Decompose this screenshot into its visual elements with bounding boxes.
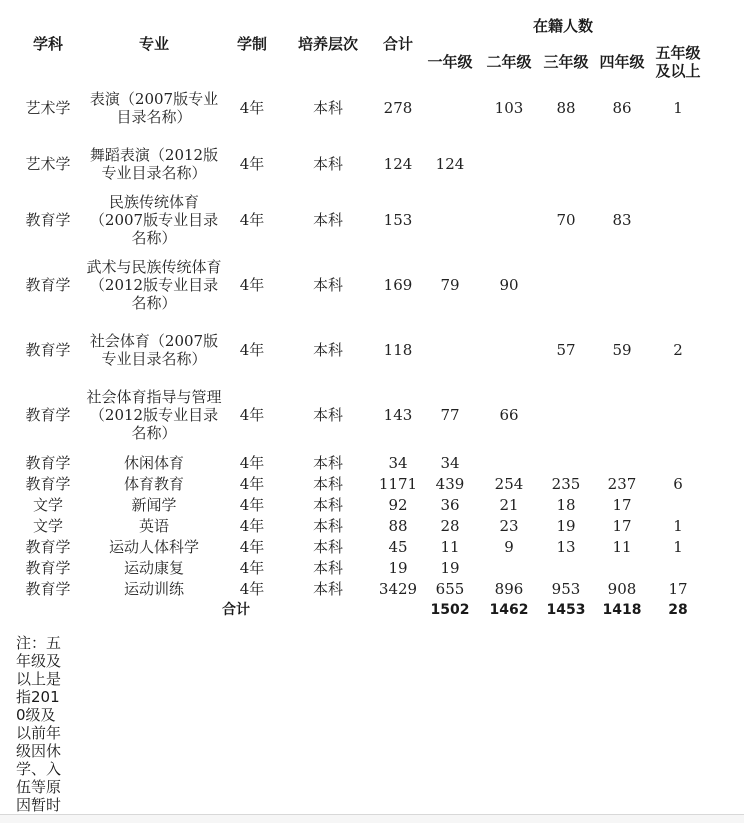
- header-grade4: 四年级: [599, 53, 645, 71]
- cell-subject: 教育学: [25, 211, 71, 229]
- cell-major: 体育教育: [123, 474, 184, 493]
- cell-level: 本科: [312, 453, 343, 472]
- cell-grade1: 11: [440, 537, 460, 556]
- cell-grade3: [538, 248, 594, 322]
- cell-level: 本科: [312, 579, 343, 598]
- cell-grade3: 88: [556, 99, 576, 117]
- cell-total: 92: [388, 495, 408, 514]
- cell-grade2: 23: [499, 516, 519, 535]
- cell-level: 本科: [312, 211, 343, 229]
- header-grade3: 三年级: [543, 53, 589, 71]
- cell-grade2: [480, 557, 538, 578]
- cell-subject: 教育学: [25, 537, 71, 556]
- header-grade5-line1: 五年级: [655, 44, 701, 62]
- cell-grade1: [420, 322, 480, 378]
- header-grade2: 二年级: [486, 53, 532, 71]
- cell-level: 本科: [312, 537, 343, 556]
- cell-major: 休闲体育: [123, 453, 184, 472]
- total-label: 合计: [222, 602, 250, 618]
- cell-major: 社会体育指导与管理（2012版专业目录名称）: [86, 388, 222, 442]
- cell-total: 143: [383, 406, 413, 424]
- cell-level: 本科: [312, 516, 343, 535]
- cell-grade2: [480, 452, 538, 473]
- cell-grade1: 124: [435, 155, 465, 173]
- cell-major: 运动训练: [123, 579, 184, 598]
- table-row: [12, 80, 706, 136]
- total-grade4: 1418: [602, 602, 642, 618]
- table-row: [12, 515, 706, 536]
- cell-grade5: 6: [673, 474, 683, 493]
- cell-subject: 文学: [32, 495, 63, 514]
- cell-grade4: 17: [612, 495, 632, 514]
- cell-grade1: 655: [435, 579, 465, 598]
- cell-grade4: 59: [612, 341, 632, 359]
- table-row: [12, 378, 706, 452]
- cell-subject: 艺术学: [25, 155, 71, 173]
- cell-major: 社会体育（2007版专业目录名称）: [89, 332, 219, 368]
- cell-grade1: [420, 80, 480, 136]
- header-duration: 学制: [236, 35, 267, 53]
- cell-major: 表演（2007版专业目录名称）: [89, 90, 219, 126]
- cell-duration: 4年: [239, 516, 265, 535]
- cell-subject: 教育学: [25, 276, 71, 294]
- cell-grade5: 1: [673, 99, 683, 117]
- cell-total: 1171: [378, 474, 418, 493]
- cell-grade5: [650, 557, 706, 578]
- cell-duration: 4年: [239, 155, 265, 173]
- cell-total: 88: [388, 516, 408, 535]
- cell-major: 民族传统体育（2007版专业目录名称）: [89, 193, 219, 247]
- cell-subject: 教育学: [25, 474, 71, 493]
- cell-subject: 文学: [32, 516, 63, 535]
- cell-major: 武术与民族传统体育（2012版专业目录名称）: [86, 258, 222, 312]
- cell-grade4: 17: [612, 516, 632, 535]
- cell-level: 本科: [312, 276, 343, 294]
- cell-duration: 4年: [239, 495, 265, 514]
- cell-level: 本科: [312, 495, 343, 514]
- cell-grade1: 77: [440, 406, 460, 424]
- cell-subject: 教育学: [25, 406, 71, 424]
- table-row: [12, 578, 706, 599]
- cell-grade1: 19: [440, 558, 460, 577]
- cell-grade3: [538, 557, 594, 578]
- table-row: [12, 557, 706, 578]
- cell-grade1: 79: [440, 276, 460, 294]
- cell-duration: 4年: [239, 558, 265, 577]
- cell-grade5: [650, 378, 706, 452]
- cell-major: 运动康复: [123, 558, 184, 577]
- enrollment-table: [12, 8, 706, 621]
- header-total: 合计: [382, 35, 413, 53]
- cell-duration: 4年: [239, 211, 265, 229]
- header-enrolled: 在籍人数: [532, 17, 593, 35]
- cell-total: 34: [388, 453, 408, 472]
- cell-grade3: 19: [556, 516, 576, 535]
- cell-major: 英语: [138, 516, 169, 535]
- table-row: [12, 322, 706, 378]
- cell-level: 本科: [312, 558, 343, 577]
- cell-grade1: [420, 192, 480, 248]
- total-grade1: 1502: [430, 602, 470, 618]
- cell-grade3: 70: [556, 211, 576, 229]
- cell-grade4: [594, 557, 650, 578]
- cell-major: 新闻学: [131, 495, 177, 514]
- cell-total: 169: [383, 276, 413, 294]
- cell-grade5: [650, 494, 706, 515]
- table-row: [12, 536, 706, 557]
- table-row: [12, 192, 706, 248]
- total-grade5: 28: [668, 602, 688, 618]
- cell-major: 运动人体科学: [108, 537, 199, 556]
- cell-total: 19: [388, 558, 408, 577]
- cell-total: 45: [388, 537, 408, 556]
- header-subject: 学科: [32, 35, 63, 53]
- cell-grade5: 17: [668, 579, 688, 598]
- table-row: [12, 248, 706, 322]
- header-level: 培养层次: [297, 35, 358, 53]
- cell-grade2: 90: [499, 276, 519, 294]
- header-grade5: [650, 44, 706, 80]
- cell-duration: 4年: [239, 341, 265, 359]
- cell-total: 3429: [378, 579, 418, 598]
- cell-grade4: 11: [612, 537, 632, 556]
- cell-grade4: 908: [607, 579, 637, 598]
- cell-duration: 4年: [239, 406, 265, 424]
- header-grade1: 一年级: [427, 53, 473, 71]
- cell-grade3: [538, 378, 594, 452]
- cell-grade4: 86: [612, 99, 632, 117]
- cell-level: 本科: [312, 406, 343, 424]
- cell-grade5: 1: [673, 537, 683, 556]
- cell-grade3: 953: [551, 579, 581, 598]
- cell-grade3: [538, 452, 594, 473]
- cell-grade2: [480, 192, 538, 248]
- cell-grade1: 439: [435, 474, 465, 493]
- cell-grade3: [538, 136, 594, 192]
- cell-duration: 4年: [239, 537, 265, 556]
- cell-subject: 教育学: [25, 453, 71, 472]
- cell-grade3: 13: [556, 537, 576, 556]
- cell-grade5: 1: [673, 516, 683, 535]
- table-row: [12, 136, 706, 192]
- table-row: [12, 494, 706, 515]
- cell-major: 舞蹈表演（2012版专业目录名称）: [89, 146, 219, 182]
- cell-grade4: [594, 378, 650, 452]
- cell-grade4: 83: [612, 211, 632, 229]
- cell-level: 本科: [312, 155, 343, 173]
- cell-grade2: 66: [499, 406, 519, 424]
- cell-grade2: 9: [504, 537, 514, 556]
- table-row: [12, 473, 706, 494]
- cell-duration: 4年: [239, 276, 265, 294]
- cell-grade1: 28: [440, 516, 460, 535]
- cell-total: 118: [383, 341, 413, 359]
- header-grade5-line2: 及以上: [655, 62, 701, 80]
- cell-subject: 教育学: [25, 579, 71, 598]
- cell-grade2: [480, 136, 538, 192]
- footnote: 注：五年级及以上是指2010级及以前年级因休学、入伍等原因暂时: [16, 634, 62, 814]
- cell-grade3: 235: [551, 474, 581, 493]
- cell-grade5: [650, 452, 706, 473]
- cell-grade5: [650, 136, 706, 192]
- cell-total: 153: [383, 211, 413, 229]
- total-grade2: 1462: [489, 602, 529, 618]
- table-row: [12, 452, 706, 473]
- cell-grade4: [594, 248, 650, 322]
- cell-duration: 4年: [239, 474, 265, 493]
- cell-grade5: [650, 248, 706, 322]
- cell-subject: 教育学: [25, 341, 71, 359]
- cell-subject: 艺术学: [25, 99, 71, 117]
- cell-grade3: 18: [556, 495, 576, 514]
- cell-level: 本科: [312, 99, 343, 117]
- cell-duration: 4年: [239, 579, 265, 598]
- cell-grade5: 2: [673, 341, 683, 359]
- cell-level: 本科: [312, 341, 343, 359]
- cell-duration: 4年: [239, 453, 265, 472]
- cell-grade2: 254: [494, 474, 524, 493]
- cell-grade2: 21: [499, 495, 519, 514]
- cell-grade1: 34: [440, 453, 460, 472]
- cell-grade5: [650, 192, 706, 248]
- total-row: [12, 599, 706, 621]
- cell-level: 本科: [312, 474, 343, 493]
- cell-grade2: 103: [494, 99, 524, 117]
- cell-grade3: 57: [556, 341, 576, 359]
- cell-grade2: 896: [494, 579, 524, 598]
- cell-total: 124: [383, 155, 413, 173]
- cell-subject: 教育学: [25, 558, 71, 577]
- cell-grade4: [594, 452, 650, 473]
- cell-grade1: 36: [440, 495, 460, 514]
- cell-total: 278: [383, 99, 413, 117]
- total-grade3: 1453: [546, 602, 586, 618]
- cell-grade4: 237: [607, 474, 637, 493]
- cell-grade4: [594, 136, 650, 192]
- header-major: 专业: [138, 35, 169, 53]
- cell-grade2: [480, 322, 538, 378]
- cell-duration: 4年: [239, 99, 265, 117]
